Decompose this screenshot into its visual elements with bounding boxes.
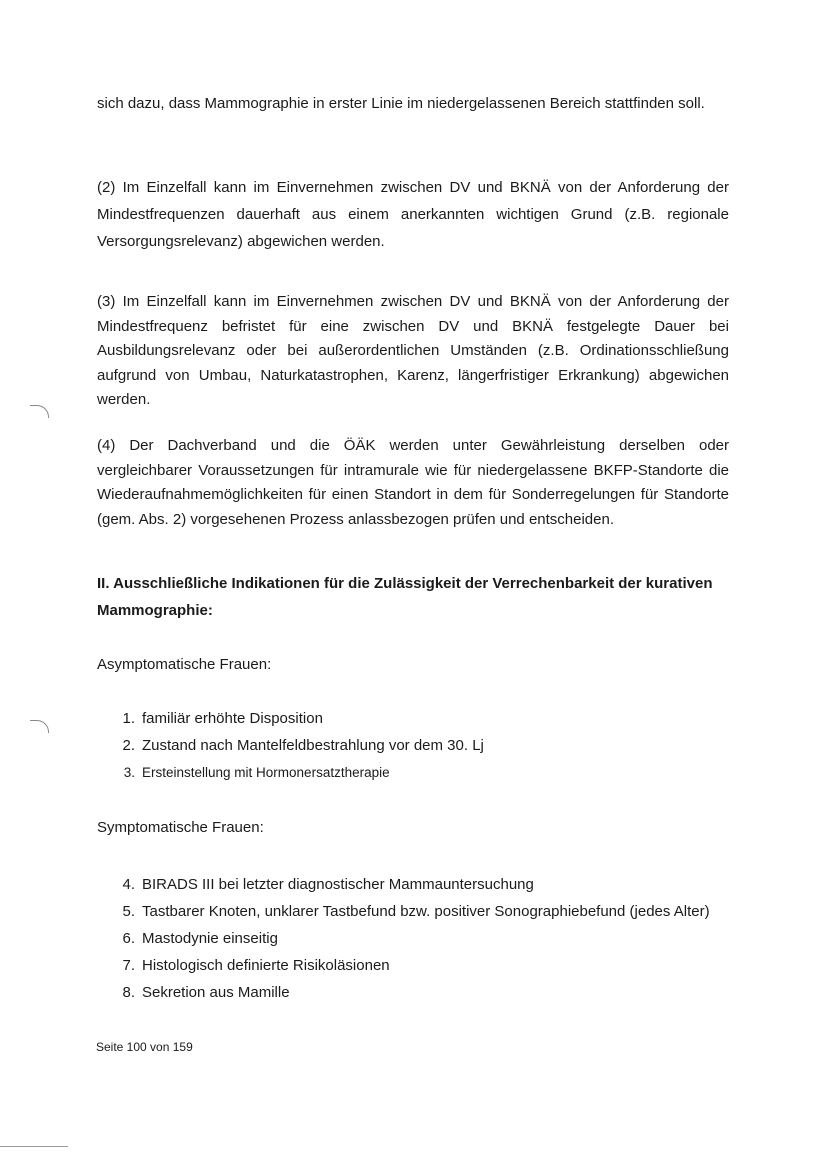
list-item-text: familiär erhöhte Disposition <box>142 710 323 727</box>
list-item <box>97 979 729 1006</box>
list-item-number: 8. <box>122 984 135 1001</box>
list-item-number: 3. <box>123 765 135 780</box>
list-item-number: 2. <box>122 737 135 754</box>
list-item <box>97 709 729 736</box>
list-item-text: Sekretion aus Mamille <box>142 984 290 1001</box>
asymptomatic-label: Asymptomatische Frauen: <box>97 656 272 673</box>
list-item <box>97 871 729 898</box>
list-item-text: Zustand nach Mantelfeldbestrahlung vor dem 30. Lj <box>142 737 484 754</box>
list-item <box>97 898 729 925</box>
list-item-number: 5. <box>122 903 135 920</box>
list-item <box>97 763 729 790</box>
list-item-text: Ersteinstellung mit Hormonersatztherapie <box>142 765 390 780</box>
paragraph-3: (3) Im Einzelfall kann im Einvernehmen zwischen DV und BKNÄ von der Anforderung der Mindestfrequenz befristet für eine zwischen DV und BKNÄ festgelegte Dauer bei Ausbildungsrelevanz oder bei außerordentlichen Umständen (z.B. Ordinationsschließung aufgrund von Umbau, Naturkatastrophen, Karenz, längerfristiger Erkrankung) abgewichen werden. <box>97 293 729 408</box>
list-item-number: 4. <box>122 876 135 893</box>
symptomatic-list <box>97 871 729 1006</box>
list-item <box>97 952 729 979</box>
asymptomatic-list <box>97 709 729 790</box>
list-item-text: BIRADS III bei letzter diagnostischer Mammauntersuchung <box>142 876 534 893</box>
list-item <box>97 925 729 952</box>
punch-hole-mark <box>30 405 49 418</box>
section-heading: II. Ausschließliche Indikationen für die Zulässigkeit der Verrechenbarkeit der kurativen Mammographie: <box>97 575 713 619</box>
page-number-footer: Seite 100 von 159 <box>96 1040 193 1054</box>
list-item-number: 1. <box>122 710 135 727</box>
scan-edge-line <box>0 1146 68 1147</box>
list-item-text: Mastodynie einseitig <box>142 930 278 947</box>
paragraph-2: (2) Im Einzelfall kann im Einvernehmen zwischen DV und BKNÄ von der Anforderung der Mindestfrequenzen dauerhaft aus einem anerkannten wichtigen Grund (z.B. regionale Versorgungsrelevanz) abgewichen werden. <box>97 179 729 250</box>
list-item <box>97 736 729 763</box>
list-item-number: 6. <box>122 930 135 947</box>
list-item-text: Tastbarer Knoten, unklarer Tastbefund bzw. positiver Sonographiebefund (jedes Alter) <box>142 903 710 920</box>
list-item-text: Histologisch definierte Risikoläsionen <box>142 957 390 974</box>
list-item-number: 7. <box>122 957 135 974</box>
symptomatic-label: Symptomatische Frauen: <box>97 819 264 836</box>
paragraph-4: (4) Der Dachverband und die ÖÄK werden unter Gewährleistung derselben oder vergleichbarer Voraussetzungen für intramurale wie für niedergelassene BKFP-Standorte die Wiederaufnahmemöglichkeiten für einen Standort in dem für Sonderregelungen für Standorte (gem. Abs. 2) vorgesehenen Prozess anlassbezogen prüfen und entscheiden. <box>97 437 729 528</box>
punch-hole-mark <box>30 720 49 733</box>
intro-paragraph: sich dazu, dass Mammographie in erster Linie im niedergelassenen Bereich stattfinden soll. <box>97 95 705 112</box>
